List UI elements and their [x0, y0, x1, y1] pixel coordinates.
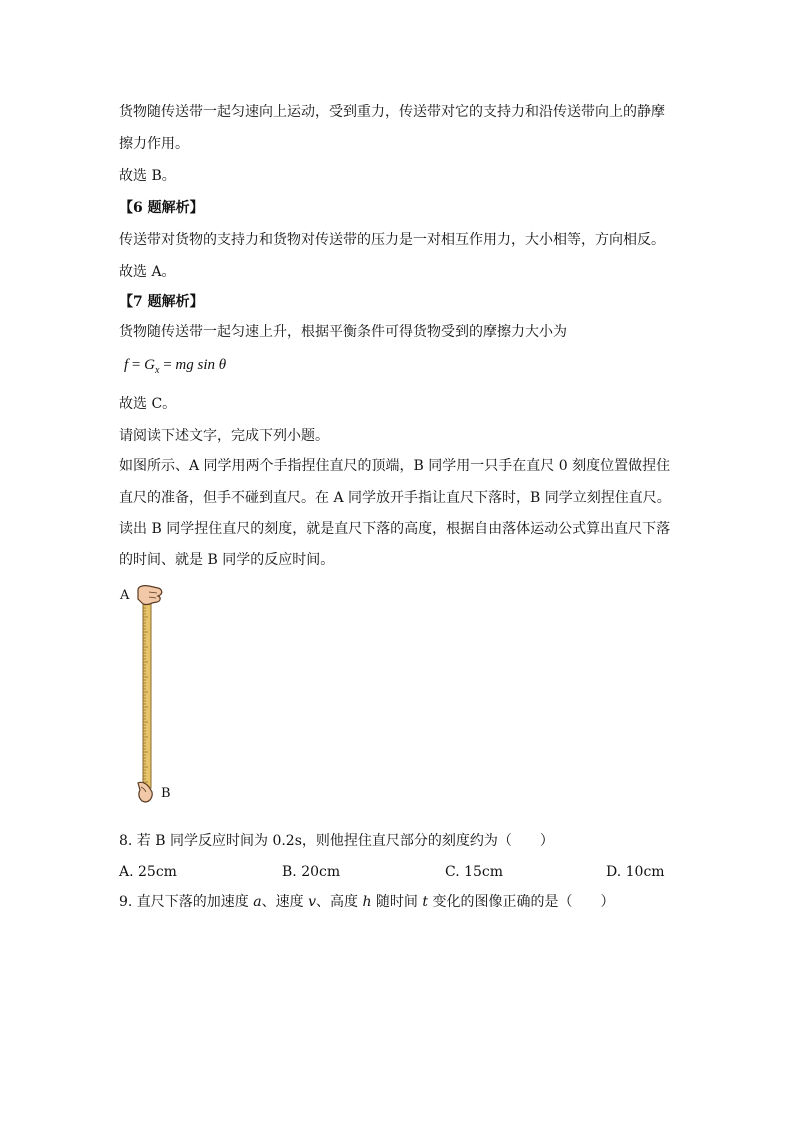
label-a: A: [120, 588, 130, 603]
q7-heading: 【7 题解析】: [119, 294, 204, 310]
intro-line4: 读出 B 同学捏住直尺的刻度，就是直尺下落的高度，根据自由落体运动公式算出直尺下落: [119, 521, 671, 537]
answer-6: 故选 A。: [119, 264, 176, 280]
formula-sub: x: [154, 365, 160, 376]
q8-option-b: B. 20cm: [282, 864, 341, 880]
formula-eq2: =: [159, 357, 176, 373]
ruler-illustration: [116, 584, 186, 804]
q8-stem: 8. 若 B 同学反应时间为 0.2s，则他捏住直尺部分的刻度约为（ ）: [119, 833, 554, 849]
ruler-figure: [116, 584, 186, 804]
label-b: B: [161, 786, 171, 801]
q7-formula: [124, 355, 226, 381]
intro-line1: 请阅读下述文字，完成下列小题。: [119, 428, 329, 444]
q8-option-c: C. 15cm: [445, 864, 504, 880]
formula-g: G: [144, 357, 155, 373]
intro-line3: 直尺的准备，但手不碰到直尺。在 A 同学放开手指让直尺下落时，B 同学立刻捏住直尺。: [119, 490, 671, 506]
q6-heading: 【6 题解析】: [119, 200, 204, 216]
q9-mid1: 、速度: [261, 894, 309, 910]
intro-line5: 的时间、就是 B 同学的反应时间。: [119, 552, 335, 568]
q9-var-v: v: [308, 894, 316, 910]
formula-f: f: [124, 357, 129, 373]
ruler: [143, 598, 151, 788]
q9-mid2: 、高度: [316, 894, 363, 910]
intro-line2: 如图所示、A 同学用两个手指捏住直尺的顶端，B 同学用一只手在直尺 0 刻度位置做捏住: [119, 458, 671, 474]
answer-5: 故选 B。: [119, 168, 176, 184]
hand-a-icon: [138, 586, 162, 605]
q8-option-a: A. 25cm: [119, 864, 177, 880]
formula-eq1: =: [128, 357, 145, 373]
q8-option-d: D. 10cm: [606, 864, 665, 880]
para1-line1: 货物随传送带一起匀速向上运动，受到重力，传送带对它的支持力和沿传送带向上的静摩: [119, 104, 665, 120]
q9-post: 变化的图像正确的是（ ）: [428, 894, 615, 910]
q9-var-h: h: [362, 894, 372, 910]
q9-var-a: a: [253, 894, 262, 910]
q9-pre: 9. 直尺下落的加速度: [119, 894, 254, 910]
q9-stem: [119, 892, 614, 912]
q6-body: 传送带对货物的支持力和货物对传送带的压力是一对相互作用力，大小相等，方向相反。: [119, 232, 665, 248]
formula-rhs: mg sin θ: [175, 357, 227, 373]
q9-mid3: 随时间: [371, 894, 423, 910]
answer-7: 故选 C。: [119, 396, 177, 412]
para1-line2: 擦力作用。: [119, 136, 189, 152]
q9-var-t: t: [422, 894, 429, 910]
q7-body: 货物随传送带一起匀速上升，根据平衡条件可得货物受到的摩擦力大小为: [119, 324, 567, 340]
